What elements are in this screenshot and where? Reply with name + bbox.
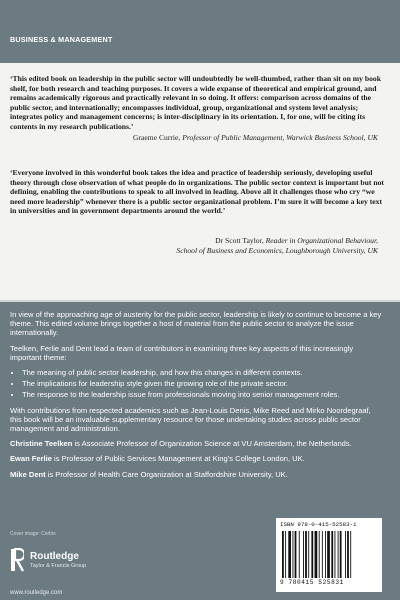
- editor-bio-2: [10, 454, 384, 463]
- review-quote-2: ‘Everyone involved in this wonderful book takes the idea and practice of leadership seriously, developing useful theory through close observation of what people do in organizations. The public sector context is important but not defining, enabling the contributions to speak to all involved in leading. Above all it challenges those who cry “we need more leadership” whenever there is a public sector organizational problem. I’m sure it will become a key text in universities and in government departments around the world.’: [10, 168, 384, 216]
- reviewer-name-1: Graeme Currie,: [133, 133, 181, 142]
- editor-name-1: Christine Teelken: [10, 439, 73, 449]
- reviewer-role-2a: Reader in Organizational Behaviour,: [265, 236, 378, 245]
- editor-text-2: is Professor of Public Services Management at King’s College London, UK.: [51, 454, 305, 464]
- isbn-barcode: [276, 518, 382, 592]
- theme-item-1: • The meaning of public sector leadership, and how this changes in different contexts.: [22, 368, 384, 377]
- reviewer-role-1: Professor of Public Management, Warwick Business School, UK: [182, 133, 378, 142]
- editor-bio-1: [10, 439, 384, 448]
- cover-image-credit: Cover image: Corbis: [10, 531, 56, 537]
- book-blurb: [10, 310, 384, 485]
- isbn-label: ISBN 978-0-415-52583-1: [280, 521, 357, 528]
- section-divider: [0, 300, 400, 302]
- reviewer-role-2b: School of Business and Economics, Loughborough University, UK: [176, 245, 378, 255]
- publisher-website: www.routledge.com: [10, 590, 63, 596]
- theme-item-2: • The implications for leadership style given the growing role of the private sector.: [22, 379, 384, 388]
- review-attribution-2: [78, 236, 378, 255]
- blurb-paragraph-3: With contributions from respected academics such as Jean-Louis Denis, Mike Reed and Mirko Noordegraaf, this book will be an invaluable supplementary resource for those undertaking studies across public sector management and administration.: [10, 405, 371, 434]
- editor-text-3: is Professor of Health Care Organization at Staffordshire University, UK.: [45, 469, 288, 479]
- blurb-paragraph-2: Teelken, Ferlie and Dent lead a team of contributors in examining three key aspects of this increasingly important theme:: [10, 343, 354, 362]
- themes-list: [10, 368, 384, 400]
- blurb-paragraph-1: In view of the approaching age of austerity for the public sector, leadership is likely to continue to become a key theme. This edited volume brings together a host of material from the public sector to analyze the issue internationally.: [10, 310, 382, 338]
- review-quote-1: ‘This edited book on leadership in the public sector will undoubtedly be well-thumbed, rather than sit on my book shelf, for both research and teaching purposes. It covers a wide expanse of theoretical and empirical ground, and remains academically rigorous and practically relevant in so doing. It offers: comparison across domains of the public sector, and internationally; encompasses individual, group, organizational and system level analysis; integrates policy and management concerns; is inter-disciplinary in its orientation. I, for one, will be citing its contents in my research publications.’: [10, 74, 381, 131]
- category-label: BUSINESS & MANAGEMENT: [10, 35, 113, 44]
- publisher-group: Taylor & Francis Group: [30, 563, 87, 569]
- editor-text-1: is Associate Professor of Organization Science at VU Amsterdam, the Netherlands.: [72, 439, 352, 449]
- publisher-logo: [10, 548, 130, 588]
- category-bar: [0, 0, 400, 63]
- editor-name-2: Ewan Ferlie: [10, 454, 52, 464]
- review-attribution-1: [48, 133, 378, 143]
- editor-bio-3: [10, 470, 384, 479]
- editor-name-3: Mike Dent: [10, 469, 46, 479]
- isbn-digits: 9 780415 525831: [280, 579, 344, 586]
- routledge-logo-icon: [10, 548, 24, 572]
- reviewer-name-2: Dr Scott Taylor,: [215, 236, 264, 245]
- barcode-graphic: [280, 531, 378, 578]
- theme-item-3: • The response to the leadership issue from professionals moving into senior management roles.: [22, 390, 384, 399]
- publisher-name: Routledge: [30, 551, 79, 562]
